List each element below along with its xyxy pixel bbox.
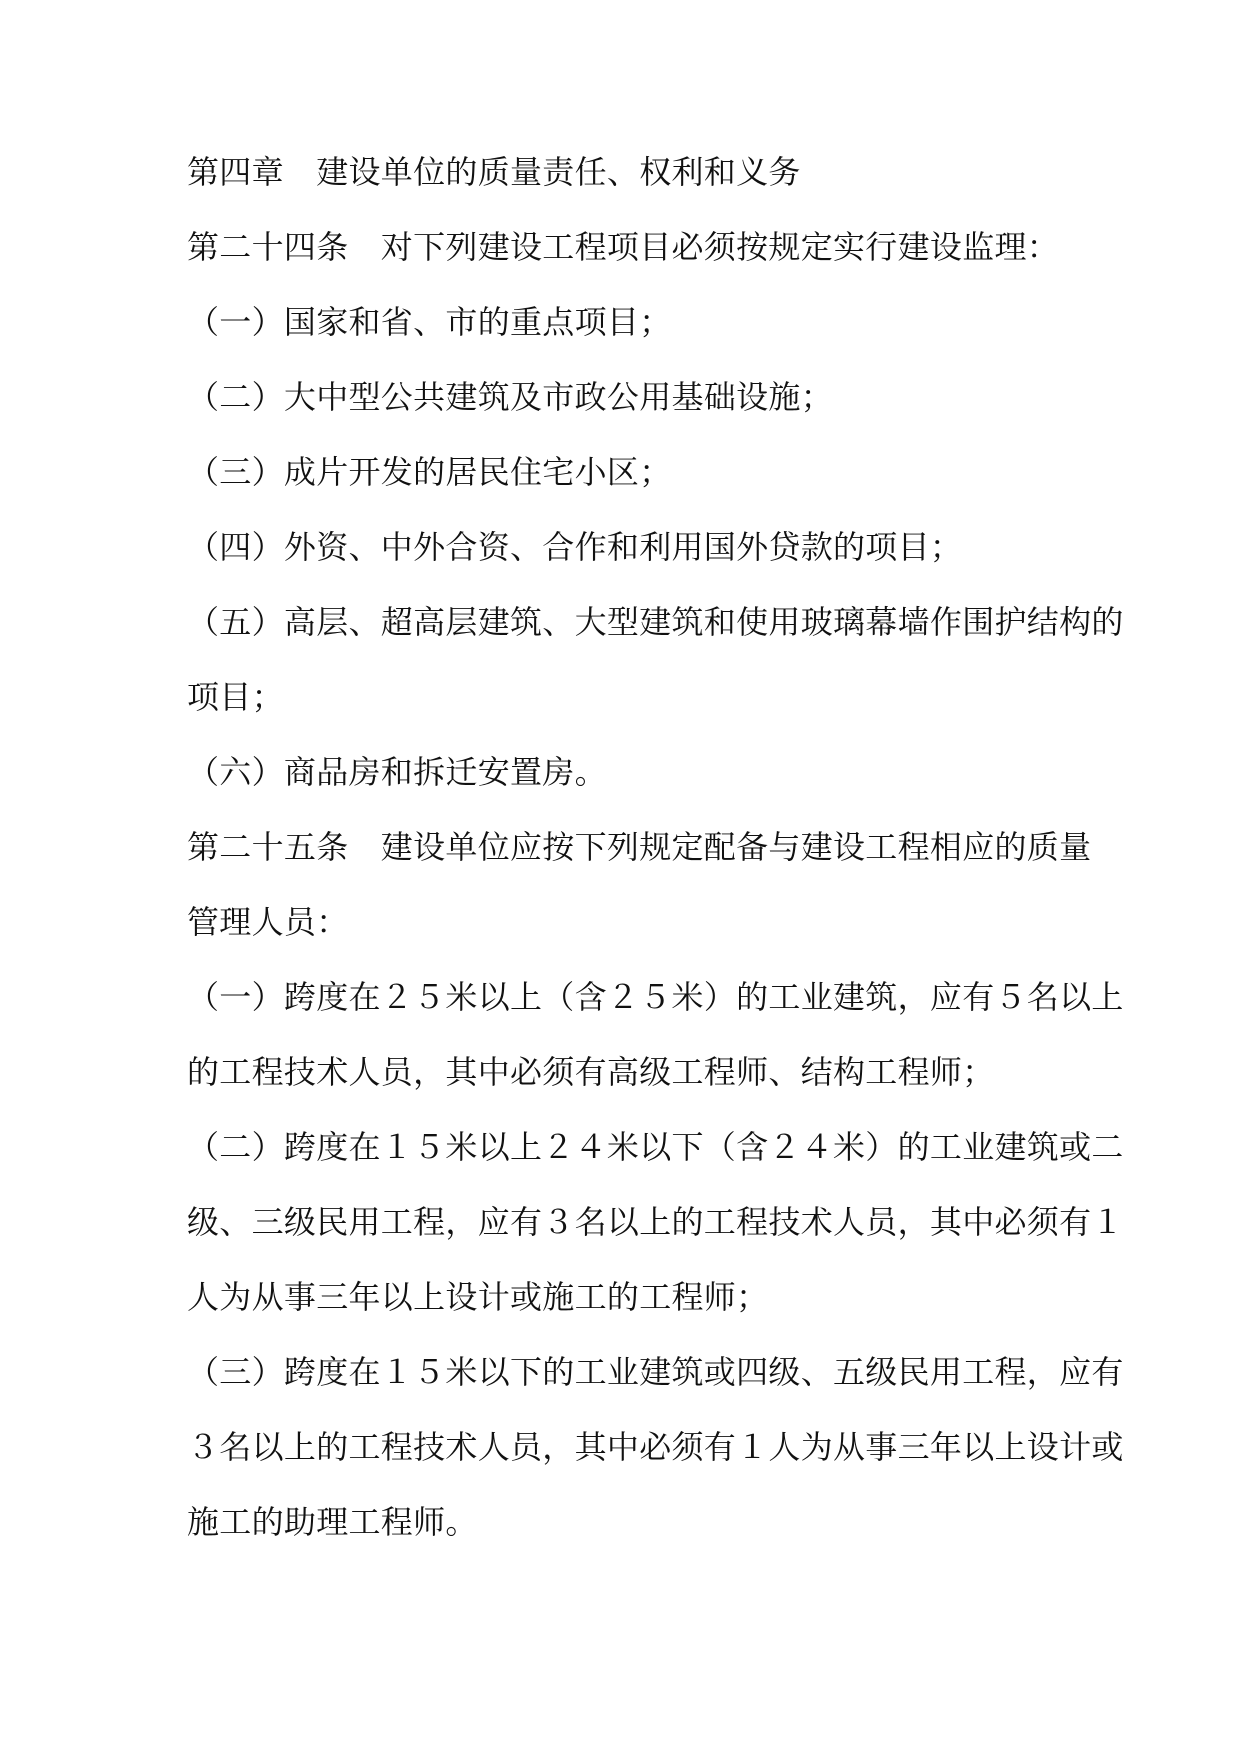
article-25-item-3-cont: ３名以上的工程技术人员，其中必须有１人为从事三年以上设计或 [187,1428,1124,1466]
article-25-item-2-cont: 级、三级民用工程，应有３名以上的工程技术人员，其中必须有１ [187,1203,1124,1241]
document-body [187,135,1147,1560]
article-24-item-5-cont: 项目； [187,678,284,716]
article-24-item-2: （二）大中型公共建筑及市政公用基础设施； [187,378,834,416]
article-24-item-1: （一）国家和省、市的重点项目； [187,303,672,341]
article-25-heading: 第二十五条 建设单位应按下列规定配备与建设工程相应的质量 [187,828,1092,866]
article-24-item-6: （六）商品房和拆迁安置房。 [187,753,607,791]
article-24-item-5: （五）高层、超高层建筑、大型建筑和使用玻璃幕墙作围护结构的 [187,603,1124,641]
article-25-item-3: （三）跨度在１５米以下的工业建筑或四级、五级民用工程，应有 [187,1353,1124,1391]
article-25-item-3-cont-2: 施工的助理工程师。 [187,1503,478,1541]
article-25-heading-cont: 管理人员： [187,903,349,941]
article-24-item-3: （三）成片开发的居民住宅小区； [187,453,672,491]
article-25-item-2-cont-2: 人为从事三年以上设计或施工的工程师； [187,1278,769,1316]
article-25-item-1: （一）跨度在２５米以上（含２５米）的工业建筑，应有５名以上 [187,978,1124,1016]
article-25-item-1-cont: 的工程技术人员，其中必须有高级工程师、结构工程师； [187,1053,995,1091]
article-24-heading: 第二十四条 对下列建设工程项目必须按规定实行建设监理： [187,228,1060,266]
article-25-item-2: （二）跨度在１５米以上２４米以下（含２４米）的工业建筑或二 [187,1128,1124,1166]
article-24-item-4: （四）外资、中外合资、合作和利用国外贷款的项目； [187,528,963,566]
chapter-heading: 第四章 建设单位的质量责任、权利和义务 [187,153,801,191]
